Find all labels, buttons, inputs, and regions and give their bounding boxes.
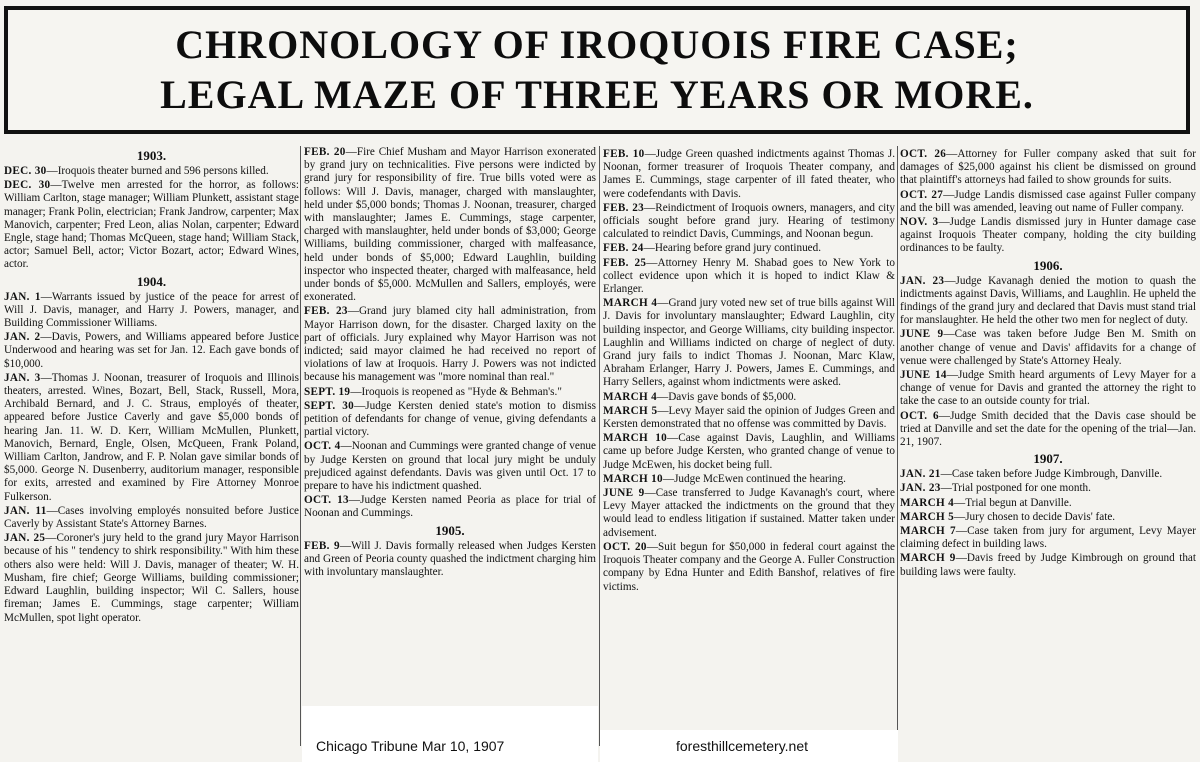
chronology-entry	[900, 275, 1196, 328]
entry-text: —Judge Green quashed indictments against Thomas J. Noonan, former treasurer of Iroquois Theater company, and James E. Cummings, stage carpenter of ill fated theater, who were codefendants with Davis.	[603, 148, 895, 200]
chronology-entry	[304, 540, 596, 580]
entry-date: DEC. 30	[4, 179, 51, 192]
entry-date: JAN. 3	[4, 371, 41, 384]
entry-text: —Judge Smith heard arguments of Levy Mayer for a change of venue for Davis and granted the attorney the right to take the case to an outside county for trial.	[900, 369, 1196, 408]
entry-text: —Warrants issued by justice of the peace for arrest of Will J. Davis, manager, and Harry J. Powers, manager, and Building Commissioner Williams.	[4, 290, 299, 330]
entry-date: FEB. 9	[304, 539, 340, 552]
entry-date: OCT. 6	[900, 409, 939, 422]
entry-date: JAN. 21	[900, 468, 941, 481]
entry-date: JUNE 9	[603, 487, 645, 500]
column-divider	[897, 146, 898, 746]
entry-date: JUNE 9	[900, 328, 944, 341]
chronology-entry	[304, 305, 596, 384]
entry-date: JAN. 25	[4, 532, 46, 545]
source-caption: Chicago Tribune Mar 10, 1907	[316, 738, 505, 754]
entry-text: —Coroner's jury held to the grand jury Mayor Harrison because of his " tendency to shirk responsibility." With him these others also were held: Will J. Davis, manager of theater; W. H. Musham, fire chief; George Williams, building commissioner; Edward Laughlin, building inspector; Wil C. Sallers, house fireman; James E. Cummings, stage carpenter; William McMullen, spot light operator.	[4, 532, 299, 624]
chronology-entry	[603, 405, 895, 431]
entry-text: —Judge McEwen continued the hearing.	[662, 472, 846, 485]
entry-date: MARCH 10	[603, 472, 663, 485]
entry-date: OCT. 27	[900, 188, 944, 201]
entry-text: —Judge Kersten named Peoria as place for trial of Noonan and Cummings.	[304, 494, 596, 520]
chronology-entry	[603, 487, 895, 540]
entry-text: —Thomas J. Noonan, treasurer of Iroquois and Illinois theaters, arrested. Wines, Bozart, Bell, Stack, Russell, Mora, Archibald Bernard, and J. C. Straus, employés of theater, appeared before Justice Caverly and gave $5,000 bonds of hearing Jan. 11. W. D. Kerr, William McMullen, Plunkett, Manovich, Bernard, Engle, Olsen, McQueen, Frank Poland, William Carlton, Jandrow, and F. P. Nolan gave similar bonds of $5,000. George N. Dusenberry, auditorium manager, responsible for exits, arrested and examined by Fire Attorney Monroe Fulkerson.	[4, 371, 299, 503]
chronology-entry	[900, 482, 1196, 495]
website-caption: foresthillcemetery.net	[676, 738, 809, 754]
entry-text: —Judge Kavanagh denied the motion to quash the indictments against Davis, Williams, and Laughlin. He upheld the findings of the grand jury and declared that Davis must stand trial for manslaughter. He held the other two men for neglect of duty.	[900, 274, 1196, 327]
entry-text: —Noonan and Cummings were granted change of venue by Judge Kersten on ground that local jury might be unduly prejudiced against defendants. Davis was given until Oct. 17 to prepare to have his indictment quashed.	[304, 440, 596, 493]
entry-text: —Case was taken before Judge Ben M. Smith on another change of venue and Davis' affidavits for a change of venue were challenged by State's Attorney Healy.	[900, 328, 1196, 367]
entry-text: —Judge Landis dismissed case against Fuller company and the bill was amended, leaving out name of Fuller company.	[900, 188, 1196, 214]
entry-text: —Judge Smith decided that the Davis case should be tried at Danville and set the date for the opening of the trial—Jan. 21, 1907.	[900, 409, 1196, 449]
column-3	[603, 148, 895, 728]
entry-date: DEC. 30	[4, 165, 47, 177]
column-divider	[300, 146, 301, 746]
entry-date: MARCH 10	[603, 432, 668, 445]
entry-date: OCT. 26	[900, 148, 947, 160]
column-4	[900, 148, 1196, 764]
entry-text: —Jury chosen to decide Davis' fate.	[954, 510, 1116, 523]
chronology-entry	[603, 202, 895, 242]
year-heading: 1903.	[136, 148, 167, 163]
entry-date: JAN. 23	[900, 274, 945, 287]
entry-date: FEB. 25	[603, 256, 647, 269]
entry-date: MARCH 7	[900, 525, 956, 538]
entry-date: SEPT. 30	[304, 399, 355, 412]
chronology-entry	[603, 541, 895, 594]
entry-text: —Grand jury blamed city hall administration, from Mayor Harrison down, for the disaster. Charged laxity on the part of officials. Jury explained why Mayor Harrison was not indicted; said mayor claimed he had received no report of violations of law at Iroquois. Harry J. Powers was not indicted because his management was "more nominal than real."	[304, 305, 596, 384]
chronology-entry	[603, 257, 895, 297]
chronology-entry	[304, 494, 596, 520]
headline-line-2: LEGAL MAZE OF THREE YEARS OR MORE.	[160, 72, 1034, 117]
entry-date: FEB. 23	[603, 201, 645, 214]
entry-date: JUNE 14	[900, 369, 947, 382]
chronology-entry	[4, 532, 299, 624]
chronology-entry	[603, 148, 895, 201]
chronology-entry	[900, 328, 1196, 368]
chronology-entry	[603, 432, 895, 472]
entry-text: —Judge Landis dismissed jury in Hunter damage case against Iroquois Theater company, holding the city building ordinances to be faulty.	[900, 216, 1196, 255]
year-heading: 1907.	[1033, 451, 1063, 467]
entry-text: —Iroquois is reopened as "Hyde & Behman's."	[350, 385, 562, 398]
entry-date: OCT. 13	[304, 494, 349, 507]
entry-text: —Attorney Henry M. Shabad goes to New York to collect evidence upon which it is hoped to indict Klaw & Erlanger.	[603, 256, 895, 296]
entry-text: —Case taken before Judge Kimbrough, Danville.	[940, 468, 1163, 481]
entry-text: —Case taken from jury for argument, Levy Mayer claiming defect in building laws.	[900, 525, 1196, 551]
entry-text: —Trial begun at Danville.	[954, 496, 1072, 509]
year-heading: 1905.	[435, 522, 465, 538]
entry-date: MARCH 4	[603, 297, 658, 310]
chronology-entry	[900, 189, 1196, 215]
column-1	[4, 146, 299, 762]
entry-text: —Iroquois theater burned and 596 persons killed.	[46, 165, 269, 177]
entry-text: —Twelve men arrested for the horror, as follows: William Carlton, stage manager; William Plunkett, assistant stage manager; Frank Polin, electrician; Frank Jandrow, carpenter; Max Manovich, carpenter; Fred Leon, alias Nolan, carpenter; Edward Engle, stage hand; Thomas McQueen, stage hand; William Stack, actor; Samuel Bell, actor; Victor Bozart, actor; Edward Wines, actor.	[4, 179, 299, 271]
entry-text: —Case against Davis, Laughlin, and Williams came up before Judge Kersten, who granted change of venue to Judge McEwen, his docket being full.	[603, 432, 895, 471]
chronology-entry	[4, 291, 299, 331]
entry-date: FEB. 20	[304, 146, 346, 158]
chronology-entry	[4, 179, 299, 271]
chronology-entry	[900, 369, 1196, 409]
entry-date: JAN. 23	[900, 482, 941, 495]
headline-line-1: CHRONOLOGY OF IROQUOIS FIRE CASE;	[175, 22, 1019, 67]
entry-text: —Trial postponed for one month.	[940, 482, 1091, 495]
entry-date: MARCH 9	[900, 552, 956, 565]
chronology-entry	[900, 497, 1196, 510]
entry-date: FEB. 23	[304, 305, 348, 318]
entry-text: —Levy Mayer said the opinion of Judges Green and Kersten demonstrated that no offense was committed by Davis.	[603, 404, 895, 431]
entry-text: —Davis freed by Judge Kimbrough on ground that building laws were faulty.	[900, 552, 1196, 578]
chronology-entry	[603, 297, 895, 389]
entry-date: MARCH 4	[603, 390, 657, 403]
entry-text: —Attorney for Fuller company asked that suit for damages of $25,000 against his client be dismissed on ground that plaintiff's attorneys had failed to show grounds for suits.	[900, 148, 1196, 187]
entry-text: —Grand jury voted new set of true bills against Will J. Davis for involuntary manslaughter; Edward Laughlin, city building inspector, and George Williams, city building inspector. Laughlin and Williams indicted on charge of neglect of duty. Grand jury fails to indict Thomas J. Noonan, Marc Klaw, Abraham Erlanger, Harry J. Powers, James E. Cummings, and Harry Sellers, against whom indictments were asked.	[603, 297, 895, 389]
chronology-entry	[4, 372, 299, 504]
chronology-entry	[304, 146, 596, 304]
year-heading: 1906.	[1033, 257, 1063, 273]
entry-text: —Judge Kersten denied state's motion to dismiss petition of defendants for change of venue, giving defendants a partial victory.	[304, 399, 596, 439]
chronology-entry	[304, 400, 596, 440]
entry-text: —Case transferred to Judge Kavanagh's court, where Levy Mayer attacked the indictments on the ground that they would lead to endless litigation if sustained. Matter taken under advisement.	[603, 487, 895, 539]
entry-text: —Fire Chief Musham and Mayor Harrison exonerated by grand jury on technicalities. Five persons were indicted by grand jury for responsibility of fire. True bills voted were as follows: Will J. Davis, manager, charged with manslaughter, held under $5,000 bonds; Thomas J. Noonan, treasurer, charged with manslaughter; James E. Cummings, stage carpenter, charged with manslaughter, held under bonds of $3,000; George Williams, building commissioner, charged with malfeasance, held under bonds of $5,000; Edward Laughlin, building inspector who inspected theater, charged with malfeasance, held under bonds of $5,000. McMullen and Sallers, employés, were exonerated.	[304, 146, 596, 304]
chronology-entry	[900, 511, 1196, 524]
entry-text: —Reindictment of Iroquois owners, managers, and city officials sought before grand jury. Hearing of testimony calculated to reindict Davis, Cummings, and Noonan begun.	[603, 201, 895, 241]
entry-date: MARCH 5	[603, 404, 658, 417]
entry-date: JAN. 2	[4, 331, 41, 344]
year-heading: 1904.	[136, 273, 167, 289]
entry-date: MARCH 4	[900, 496, 954, 509]
chronology-entry	[603, 391, 895, 404]
entry-date: MARCH 5	[900, 510, 954, 523]
chronology-entry	[304, 386, 596, 399]
column-divider	[599, 146, 600, 746]
chronology-entry	[603, 473, 895, 486]
entry-date: NOV. 3	[900, 216, 939, 229]
chronology-entry	[900, 468, 1196, 481]
entry-text: —Davis, Powers, and Williams appeared before Justice Underwood and hearing was set for Jan. 12. Each gave bonds of $10,000.	[4, 331, 299, 370]
chronology-entry	[603, 242, 895, 255]
entry-text: —Cases involving employés nonsuited before Justice Caverly by Assistant State's Attorney Barnes.	[4, 504, 299, 531]
entry-date: SEPT. 19	[304, 385, 351, 398]
entry-text: —Hearing before grand jury continued.	[643, 242, 822, 255]
chronology-entry	[4, 331, 299, 371]
chronology-entry	[900, 552, 1196, 578]
chronology-entry	[900, 216, 1196, 256]
entry-date: OCT. 4	[304, 440, 341, 453]
chronology-entry	[900, 148, 1196, 188]
entry-date: OCT. 20	[603, 540, 647, 553]
headline-box	[4, 6, 1190, 134]
entry-date: FEB. 10	[603, 148, 645, 160]
chronology-entry	[900, 410, 1196, 450]
entry-date: JAN. 1	[4, 290, 41, 303]
entry-date: FEB. 24	[603, 242, 644, 255]
chronology-entry	[4, 505, 299, 531]
entry-date: JAN. 11	[4, 504, 47, 517]
chronology-entry	[900, 525, 1196, 551]
chronology-entry	[4, 165, 299, 178]
entry-text: —Will J. Davis formally released when Judges Kersten and Green of Peoria county quashed the indictment charging him with involuntary manslaughter.	[304, 539, 596, 579]
entry-text: —Suit begun for $50,000 in federal court against the Iroquois Theater company and the George A. Fuller Construction company by Edna Hunter and Edith Banshof, relatives of fire victims.	[603, 540, 895, 593]
chronology-entry	[304, 440, 596, 493]
column-2	[304, 146, 596, 702]
entry-text: —Davis gave bonds of $5,000.	[657, 390, 797, 403]
